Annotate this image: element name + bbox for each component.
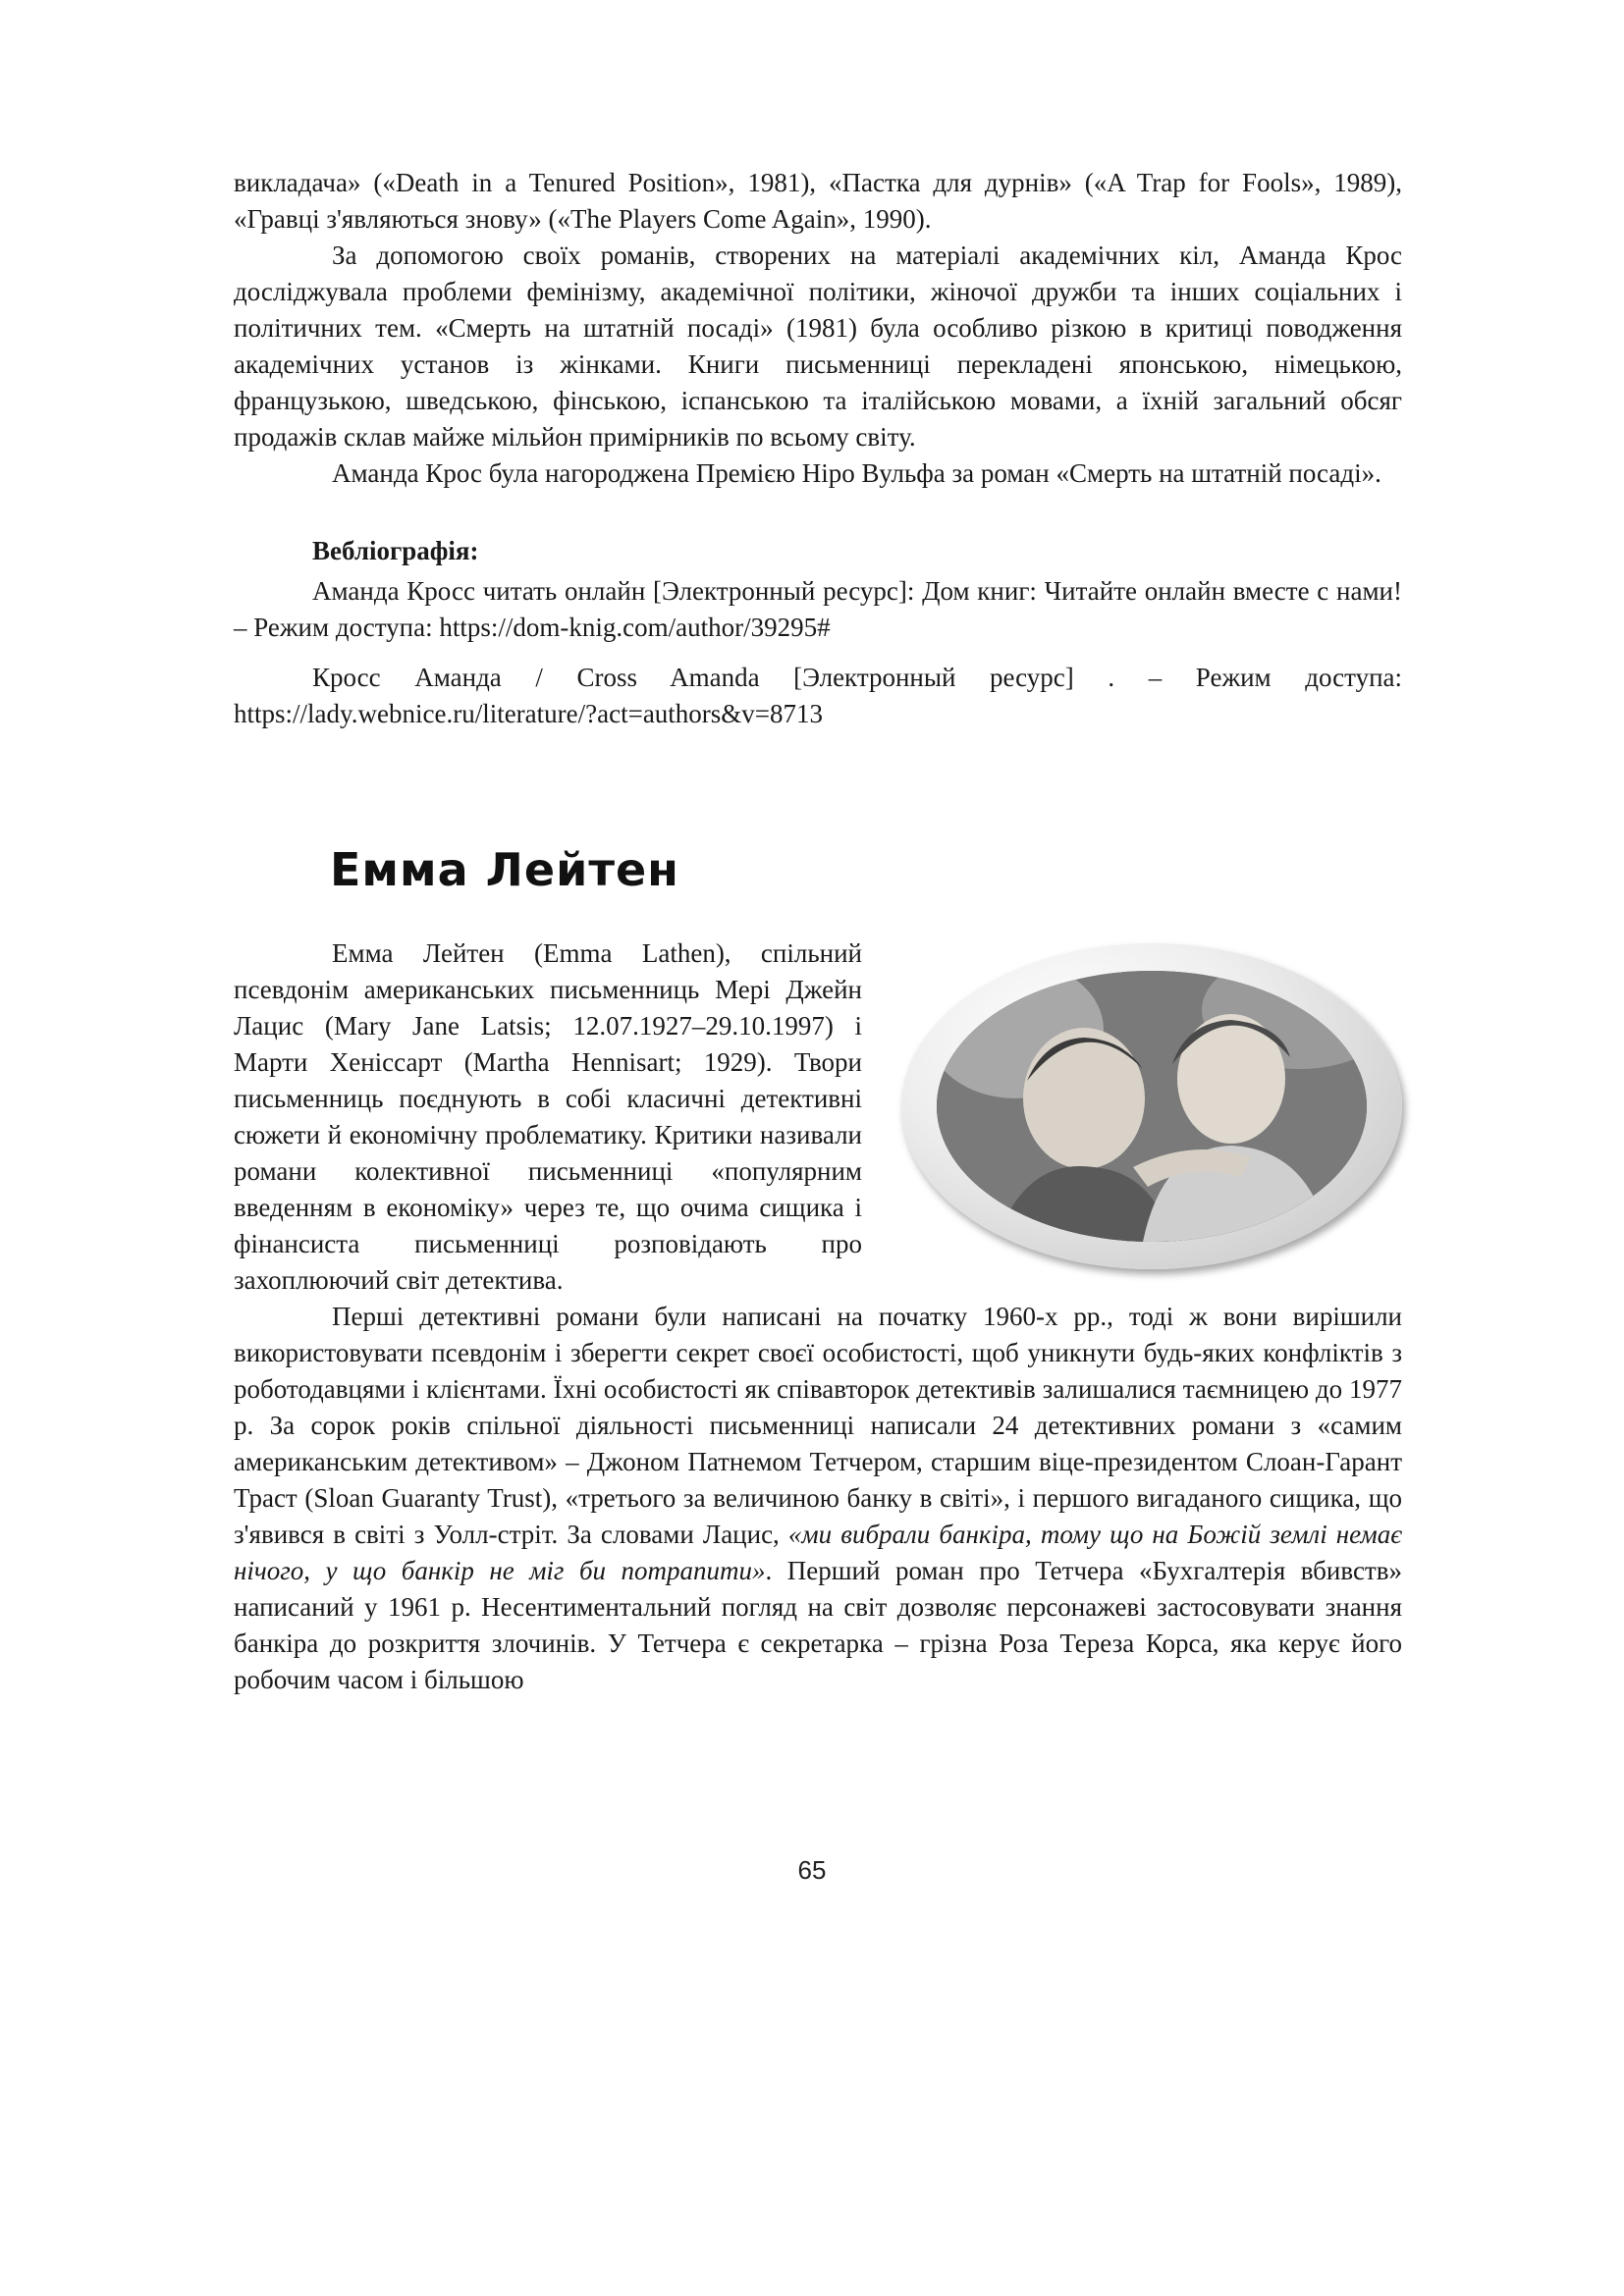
portrait-photo-frame [901, 943, 1402, 1269]
portrait-photo [937, 971, 1367, 1242]
paragraph: Аманда Крос була нагороджена Премією Ніро Вульфа за роман «Смерть на штатній посаді». [332, 458, 1381, 488]
bibliography-item: Аманда Кросс читать онлайн [Электронный ресурс]: Дом книг: Читайте онлайн вместе с нами! – Режим доступа: https://dom-knig.com/author/39295# [234, 576, 1402, 642]
portrait-illustration [937, 971, 1367, 1242]
bibliography-item: Кросс Аманда / Cross Amanda [Электронный ресурс] . – Режим доступа: https://lady.webnice.ru/literature/?act=authors&v=8713 [234, 663, 1402, 728]
quote-text: «ми вибрали банкіра, тому що на Божій землі немає нічого, у що банкір не міг би потрапити» [234, 1520, 1402, 1585]
page-content [234, 165, 1402, 1698]
page-number: 65 [797, 1855, 827, 1885]
paragraph-text: Перші детективні романи були написані на початку 1960-х рр., тоді ж вони вирішили використовувати псевдонім і зберегти секрет своєї особистості, щоб уникнути будь-яких конфліктів з роботодавцями і клієнтами. Їхні особистості як співавторок детективів залишалися таємницею до 1977 р. За сорок років спільної діяльності письменниці написали 24 детективних романи з «самим американським детективом» – Джоном Патнемом Тетчером, старшим віце-президентом Слоан-Гарант Траст (Sloan Guaranty Trust), «третього за величиною банку в світі», і першого вигаданого сищика, що з'явився в світі з Уолл-стріт. За словами Лацис, [234, 1302, 1402, 1549]
paragraph: викладача» («Death in a Tenured Position», 1981), «Пастка для дурнів» («A Trap for Fools», 1989), «Гравці з'являються знову» («The Players Come Again», 1990). [234, 168, 1402, 234]
paragraph: За допомогою своїх романів, створених на матеріалі академічних кіл, Аманда Крос досліджувала проблеми фемінізму, академічної політики, жіночої дружби та інших соціальних і політичних тем. «Смерть на штатній посаді» (1981) була особливо різкою в критиці поводження академічних установ із жінками. Книги письменниці перекладені японською, німецькою, французькою, шведською, фінською, іспанською та італійською мовами, а їхній загальний обсяг продажів склав майже мільйон примірників по всьому світу. [234, 240, 1402, 452]
paragraph-text: . Перший роман про Тетчера «Бухгалтерія вбивств» написаний у 1961 р. Несентиментальний погляд на світ дозволяє персонажеві застосовувати знання банкіра до розкриття злочинів. У Тетчера є секретарка – грізна Роза Тереза Корса, яка керує його робочим часом і більшою [234, 1556, 1402, 1694]
paragraph: Емма Лейтен (Emma Lathen), спільний псевдонім американських письменниць Мері Джейн Лацис (Mary Jane Latsis; 12.07.1927–29.10.1997) і Марти Хеніссарт (Martha Hennisart; 1929). Твори письменниць поєднують в собі класичні детективні сюжети й економічну проблематику. Критики називали романи колективної письменниці «популярним введенням в економіку» через те, що очима сищика і фінансиста письменниці розповідають про захоплюючий світ детектива. [234, 938, 862, 1295]
bibliography-heading: Вебліографія: [312, 536, 479, 565]
section-title: Емма Лейтен [330, 843, 679, 896]
paragraph [234, 1299, 1402, 1698]
